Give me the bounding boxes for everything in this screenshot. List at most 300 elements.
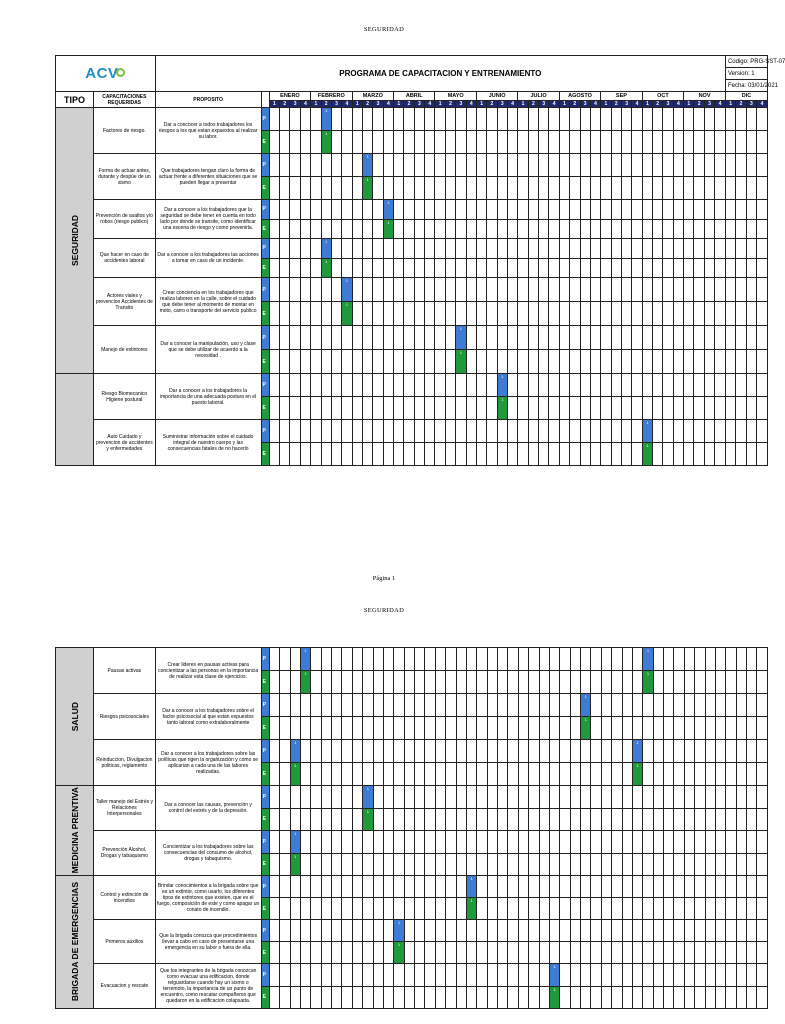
week-cell <box>415 898 425 920</box>
week-cell <box>321 443 331 466</box>
week-cell <box>425 177 435 200</box>
week-cell <box>383 986 393 1009</box>
week-cell <box>456 443 466 466</box>
exec-label: E <box>261 671 269 694</box>
week-cell <box>643 853 653 876</box>
week-cell <box>601 397 611 420</box>
week-cell <box>300 942 310 964</box>
week-cell <box>435 986 445 1009</box>
week-cell <box>632 831 642 854</box>
week-cell <box>331 219 341 239</box>
week-cell <box>529 648 539 671</box>
week-cell <box>653 258 663 278</box>
week-cell <box>715 740 725 763</box>
week-cell <box>487 986 497 1009</box>
week-cell <box>684 177 694 200</box>
week-cell <box>559 443 569 466</box>
week-cell <box>757 239 768 259</box>
week-cell <box>404 808 414 831</box>
week-cell <box>612 740 622 763</box>
week-cell <box>476 219 486 239</box>
week-cell <box>404 694 414 717</box>
week-cell <box>311 302 321 326</box>
week-cell <box>476 420 486 443</box>
week-cell <box>425 986 435 1009</box>
week-cell <box>352 219 362 239</box>
week-cell <box>549 763 559 786</box>
week-cell <box>300 350 310 374</box>
week-cell <box>736 108 746 131</box>
week-cell <box>300 239 310 259</box>
week-cell <box>591 694 601 717</box>
week-cell <box>487 258 497 278</box>
week-cell <box>632 964 642 987</box>
week-cell <box>383 964 393 987</box>
week-cell <box>466 986 476 1009</box>
week-cell <box>684 648 694 671</box>
week-cell <box>705 898 715 920</box>
week-cell <box>363 964 373 987</box>
week-cell <box>435 717 445 740</box>
week-cell <box>528 350 538 374</box>
week-cell <box>715 177 726 200</box>
week-cell <box>570 717 580 740</box>
week-cell <box>446 808 456 831</box>
week-cell <box>300 278 310 302</box>
week-cell <box>570 154 580 177</box>
week-cell <box>581 986 591 1009</box>
week-cell <box>280 397 290 420</box>
training-name: Manejo de extintores <box>94 326 156 374</box>
week-cell <box>425 239 435 259</box>
week-cell <box>664 763 674 786</box>
week-cell <box>435 898 445 920</box>
week-cell <box>456 258 466 278</box>
week-cell <box>705 740 715 763</box>
week-cell <box>674 898 684 920</box>
week-cell <box>497 420 507 443</box>
week-cell <box>507 239 517 259</box>
week-cell <box>332 920 342 942</box>
week-cell <box>601 694 611 717</box>
week-cell <box>673 278 683 302</box>
doc-code: Codigo: PRG-SST-07 <box>725 56 767 68</box>
week-cell <box>311 326 321 350</box>
week-cell <box>507 302 517 326</box>
week-cell <box>497 302 507 326</box>
week-cell <box>321 397 331 420</box>
week-cell <box>549 853 559 876</box>
week-cell <box>591 831 601 854</box>
week-cell <box>643 694 653 717</box>
week-cell <box>321 831 331 854</box>
week-cell <box>269 671 279 694</box>
week-cell <box>466 239 476 259</box>
week-cell <box>601 717 611 740</box>
week-cell <box>528 219 538 239</box>
week-cell <box>622 964 632 987</box>
week-cell <box>747 853 757 876</box>
week-cell <box>559 326 569 350</box>
week-cell <box>507 443 517 466</box>
plan-row <box>56 239 768 259</box>
week-cell <box>684 200 694 220</box>
week-cell <box>747 763 757 786</box>
week-cell <box>425 326 435 350</box>
week-cell <box>674 740 684 763</box>
week-cell <box>290 108 300 131</box>
week-cell <box>269 740 279 763</box>
week-cell <box>269 763 279 786</box>
week-cell <box>643 920 653 942</box>
week-cell <box>673 326 683 350</box>
week-cell <box>694 154 704 177</box>
week-cell <box>331 397 341 420</box>
week-cell <box>373 786 383 809</box>
scheduled-cell: 1 <box>581 694 591 717</box>
week-cell <box>456 942 466 964</box>
scheduled-cell: 1 <box>497 374 507 397</box>
week-cell <box>560 763 570 786</box>
week-cell <box>487 763 497 786</box>
week-cell <box>570 420 580 443</box>
week-cell <box>612 763 622 786</box>
week-cell <box>539 239 549 259</box>
week-cell <box>746 200 756 220</box>
week-cell <box>373 397 383 420</box>
training-purpose: Que la brigada conozca que procedimientos llevar a cabo en caso de presentarse una emergencia en su labor o fuera de ella. <box>155 920 261 964</box>
week-cell <box>539 258 549 278</box>
week-cell <box>684 853 694 876</box>
week-cell <box>394 898 404 920</box>
week-cell <box>704 374 714 397</box>
week-cell <box>632 219 642 239</box>
week-cell <box>580 219 590 239</box>
week-cell <box>529 831 539 854</box>
week-cell <box>632 920 642 942</box>
week-cell <box>269 964 279 987</box>
schedule-table-page1 <box>55 55 785 466</box>
week-cell <box>549 397 559 420</box>
week-cell <box>498 694 508 717</box>
week-cell <box>466 671 476 694</box>
week-cell <box>466 920 476 942</box>
week-cell <box>664 898 674 920</box>
scheduled-cell: 1 <box>394 920 404 942</box>
week-cell <box>747 876 757 898</box>
week-label: 2 <box>736 101 746 108</box>
week-cell <box>352 200 362 220</box>
logo-text: ACV <box>85 64 119 82</box>
week-cell <box>664 671 674 694</box>
week-cell <box>300 397 310 420</box>
week-cell <box>280 898 290 920</box>
week-cell <box>425 278 435 302</box>
week-cell <box>684 326 694 350</box>
scheduled-cell: 1 <box>632 740 642 763</box>
week-cell <box>280 740 290 763</box>
week-cell <box>653 131 663 154</box>
week-cell <box>642 302 652 326</box>
week-cell <box>694 258 704 278</box>
week-cell <box>425 694 435 717</box>
week-cell <box>621 443 631 466</box>
week-cell <box>736 177 746 200</box>
week-cell <box>518 239 528 259</box>
week-cell <box>383 876 393 898</box>
week-cell <box>414 443 424 466</box>
week-cell <box>352 898 362 920</box>
week-cell <box>383 808 393 831</box>
week-cell <box>560 898 570 920</box>
week-cell <box>746 219 756 239</box>
week-cell <box>549 808 559 831</box>
week-cell <box>508 740 518 763</box>
week-cell <box>725 154 735 177</box>
week-cell <box>580 177 590 200</box>
month-8: AGOSTO <box>559 92 600 101</box>
week-cell <box>332 986 342 1009</box>
week-cell <box>590 131 600 154</box>
week-cell <box>321 786 331 809</box>
week-cell <box>373 740 383 763</box>
week-cell <box>383 831 393 854</box>
week-cell <box>549 278 559 302</box>
week-cell <box>321 920 331 942</box>
week-cell <box>362 131 372 154</box>
week-cell <box>332 853 342 876</box>
week-cell <box>518 326 528 350</box>
week-cell <box>383 374 393 397</box>
week-cell <box>269 648 279 671</box>
week-cell <box>342 200 352 220</box>
scheduled-cell: 1 <box>642 420 652 443</box>
week-cell <box>673 420 683 443</box>
week-cell <box>611 374 621 397</box>
week-cell <box>704 326 714 350</box>
week-cell <box>425 397 435 420</box>
week-cell <box>425 420 435 443</box>
week-cell <box>529 898 539 920</box>
week-cell <box>539 853 549 876</box>
week-cell <box>581 920 591 942</box>
week-cell <box>383 177 393 200</box>
month-5: MAYO <box>435 92 476 101</box>
week-cell <box>570 443 580 466</box>
week-cell <box>570 898 580 920</box>
week-label: 3 <box>663 101 673 108</box>
week-cell <box>507 350 517 374</box>
week-cell <box>487 964 497 987</box>
week-cell <box>757 374 768 397</box>
week-cell <box>394 763 404 786</box>
week-cell <box>507 374 517 397</box>
week-cell <box>373 219 383 239</box>
week-cell <box>415 648 425 671</box>
week-cell <box>705 831 715 854</box>
week-cell <box>352 786 362 809</box>
week-cell <box>684 808 694 831</box>
week-cell <box>466 108 476 131</box>
week-cell <box>549 420 559 443</box>
week-cell <box>269 239 279 259</box>
week-cell <box>601 177 611 200</box>
week-cell <box>404 964 414 987</box>
week-cell <box>300 964 310 987</box>
week-cell <box>269 898 279 920</box>
week-cell <box>580 200 590 220</box>
week-cell <box>694 131 704 154</box>
week-cell <box>580 154 590 177</box>
week-cell <box>632 808 642 831</box>
week-cell <box>736 154 746 177</box>
week-cell <box>705 694 715 717</box>
week-cell <box>425 763 435 786</box>
week-cell <box>280 200 290 220</box>
week-cell <box>581 876 591 898</box>
week-cell <box>705 808 715 831</box>
week-cell <box>622 920 632 942</box>
week-cell <box>487 397 497 420</box>
week-cell <box>528 200 538 220</box>
week-cell <box>549 443 559 466</box>
training-name: Reinduccion, Divulgacion politicas, reglamento <box>94 740 156 786</box>
week-cell <box>746 326 756 350</box>
week-cell <box>643 964 653 987</box>
week-cell <box>674 671 684 694</box>
week-cell <box>704 350 714 374</box>
training-name: Actores viales y prevencion Accidentes de Transito <box>94 278 156 326</box>
week-cell <box>715 876 725 898</box>
week-cell <box>507 131 517 154</box>
week-cell <box>425 853 435 876</box>
week-cell <box>269 108 279 131</box>
week-cell <box>632 177 642 200</box>
week-cell <box>425 302 435 326</box>
week-cell <box>497 350 507 374</box>
week-cell <box>300 853 310 876</box>
week-cell <box>528 443 538 466</box>
week-cell <box>673 108 683 131</box>
week-label: 2 <box>611 101 621 108</box>
week-cell <box>757 964 768 987</box>
week-cell <box>342 397 352 420</box>
week-cell <box>528 131 538 154</box>
week-cell <box>280 420 290 443</box>
week-cell <box>373 177 383 200</box>
week-cell <box>539 420 549 443</box>
week-cell <box>507 420 517 443</box>
week-cell <box>757 131 768 154</box>
week-cell <box>632 898 642 920</box>
week-cell <box>747 831 757 854</box>
training-purpose: Dar a conocer a los trabajadores sobre las políticas que rigen la organización y como se aplicarian a cada una de las labores realizadas. <box>155 740 261 786</box>
type-cell-2 <box>56 876 94 1009</box>
week-cell <box>487 853 497 876</box>
week-cell <box>394 808 404 831</box>
scheduled-cell: 1 <box>300 648 310 671</box>
week-cell <box>591 671 601 694</box>
week-cell <box>456 717 466 740</box>
week-cell <box>435 200 445 220</box>
week-cell <box>663 420 673 443</box>
week-cell <box>560 853 570 876</box>
week-cell <box>725 374 735 397</box>
week-cell <box>757 200 768 220</box>
week-cell <box>653 350 663 374</box>
week-cell <box>290 420 300 443</box>
week-cell <box>736 786 746 809</box>
week-cell <box>352 876 362 898</box>
week-cell <box>373 853 383 876</box>
week-cell <box>415 920 425 942</box>
week-cell <box>477 808 487 831</box>
week-cell <box>300 808 310 831</box>
week-cell <box>611 420 621 443</box>
week-cell <box>684 671 694 694</box>
week-cell <box>394 374 404 397</box>
week-cell <box>300 219 310 239</box>
month-3: MARZO <box>352 92 393 101</box>
month-7: JULIO <box>518 92 559 101</box>
week-cell <box>342 443 352 466</box>
week-cell <box>311 131 321 154</box>
week-cell <box>383 239 393 259</box>
week-cell <box>612 898 622 920</box>
week-cell <box>601 986 611 1009</box>
week-cell <box>674 648 684 671</box>
week-cell <box>528 278 538 302</box>
week-cell <box>280 717 290 740</box>
week-cell <box>352 740 362 763</box>
week-cell <box>539 108 549 131</box>
week-cell <box>580 278 590 302</box>
week-cell <box>383 786 393 809</box>
week-cell <box>705 763 715 786</box>
week-cell <box>560 920 570 942</box>
week-cell <box>487 154 497 177</box>
week-cell <box>456 740 466 763</box>
week-cell <box>466 326 476 350</box>
week-cell <box>269 876 279 898</box>
week-cell <box>653 177 663 200</box>
week-cell <box>321 942 331 964</box>
week-cell <box>674 763 684 786</box>
week-cell <box>673 397 683 420</box>
week-cell <box>456 898 466 920</box>
week-cell <box>466 219 476 239</box>
week-cell <box>508 853 518 876</box>
week-cell <box>746 420 756 443</box>
week-cell <box>373 898 383 920</box>
week-cell <box>363 740 373 763</box>
week-cell <box>290 374 300 397</box>
week-cell <box>715 648 725 671</box>
exec-label: E <box>261 808 269 831</box>
week-cell <box>601 898 611 920</box>
week-cell <box>601 108 611 131</box>
training-name: Prevención de asaltos y/o robos (riesgo publico) <box>94 200 156 239</box>
week-cell <box>622 648 632 671</box>
week-cell <box>508 898 518 920</box>
week-cell <box>529 717 539 740</box>
week-cell <box>269 154 279 177</box>
week-cell <box>653 808 663 831</box>
week-cell <box>466 964 476 987</box>
week-cell <box>695 853 705 876</box>
week-cell <box>704 420 714 443</box>
week-cell <box>280 374 290 397</box>
